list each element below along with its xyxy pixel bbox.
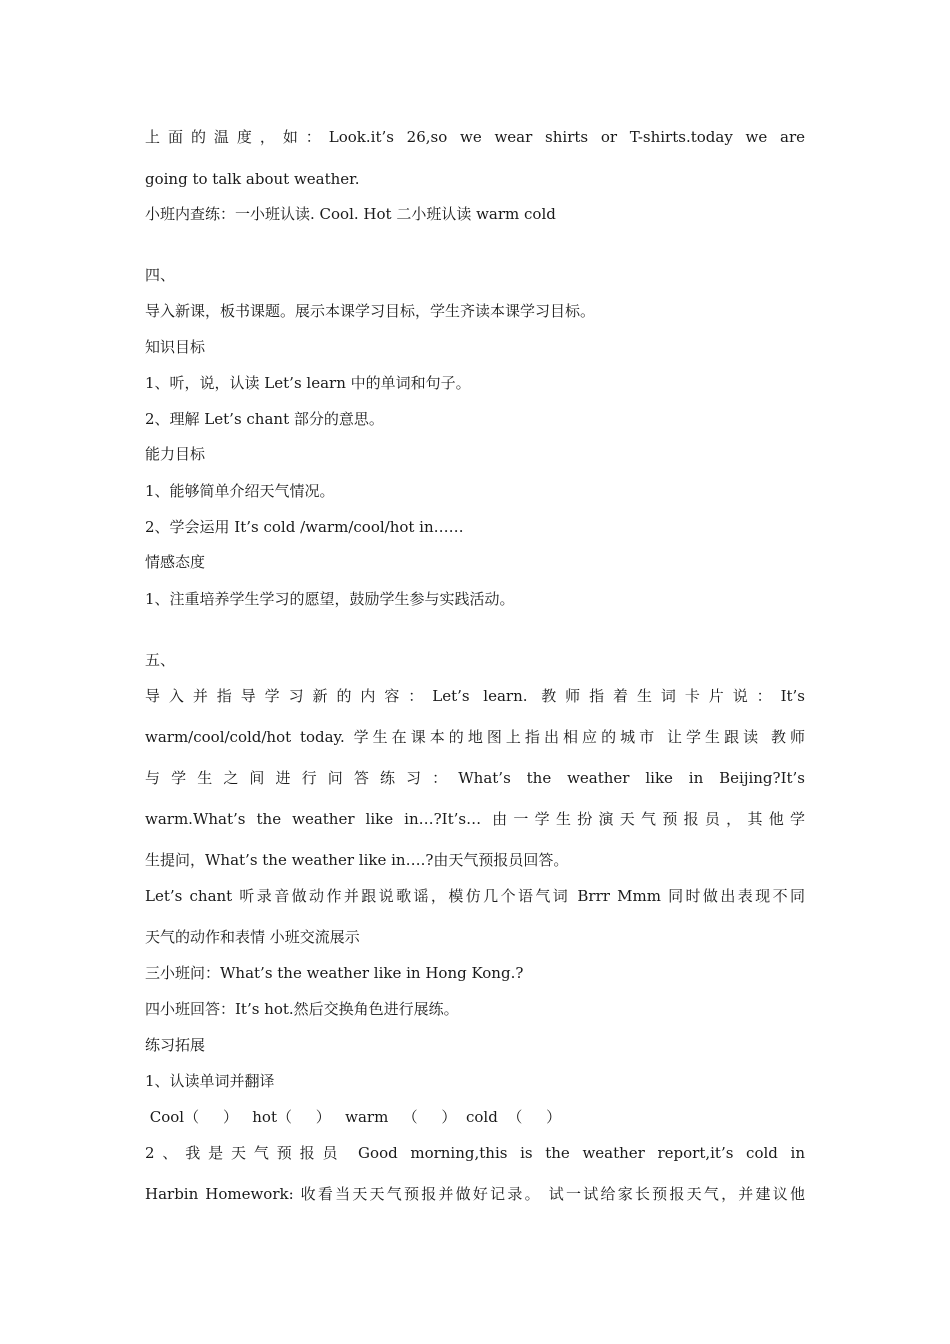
text-line: 1、注重培养学生学习的愿望，鼓励学生参与实践活动。 bbox=[145, 590, 515, 608]
text-line: 1、认读单词并翻译 bbox=[145, 1072, 275, 1090]
text-line: 小班内查练：一小班认读. Cool. Hot 二小班认读 warm cold bbox=[145, 205, 556, 223]
subheading: 情感态度 bbox=[145, 553, 206, 571]
text-line: 四小班回答：It’s hot.然后交换角色进行展练。 bbox=[145, 1000, 459, 1018]
text-line: Let’s chant 听录音做动作并跟说歌谣，模仿几个语气词 Brrr Mmm 同时做出表现不同 bbox=[145, 887, 805, 905]
text-line: 1、能够简单介绍天气情况。 bbox=[145, 482, 335, 500]
text-line: Harbin Homework: 收看当天天气预报并做好记录。 试一试给家长预报天气，并建议他 bbox=[145, 1185, 805, 1203]
exercise-line: Cool（ ） hot（ ） warm （ ） cold （ ） bbox=[145, 1108, 562, 1126]
subheading: 能力目标 bbox=[145, 445, 206, 463]
text-line: 1、听，说，认读 Let’s learn 中的单词和句子。 bbox=[145, 374, 471, 392]
section-number: 四、 bbox=[145, 266, 176, 284]
text-line: 与学生之间进行问答练习：What’s the weather like in Beijing?It’s bbox=[145, 769, 805, 787]
text-line: warm.What’s the weather like in…?It’s… 由一学生扮演天气预报员，其他学 bbox=[145, 810, 805, 828]
text-line: 2、我是天气预报员 Good morning,this is the weather report,it’s cold in bbox=[145, 1144, 805, 1162]
text-line: 2、学会运用 It’s cold /warm/cool/hot in…… bbox=[145, 518, 464, 536]
section-number: 五、 bbox=[145, 651, 176, 669]
text-line: 生提问，What’s the weather like in….?由天气预报员回答。 bbox=[145, 851, 569, 869]
text-line: 天气的动作和表情 小班交流展示 bbox=[145, 928, 360, 946]
text-line: 导入并指导学习新的内容：Let’s learn. 教师指着生词卡片说：It’s bbox=[145, 687, 805, 705]
text-line: 导入新课，板书课题。展示本课学习目标，学生齐读本课学习目标。 bbox=[145, 302, 596, 320]
text-line: going to talk about weather. bbox=[145, 170, 360, 188]
subheading: 知识目标 bbox=[145, 338, 206, 356]
text-line: 上面的温度，如：Look.it’s 26,so we wear shirts or T-shirts.today we are bbox=[145, 128, 805, 146]
text-line: warm/cool/cold/hot today. 学生在课本的地图上指出相应的城市 让学生跟读 教师 bbox=[145, 728, 805, 746]
text-line: 2、理解 Let’s chant 部分的意思。 bbox=[145, 410, 384, 428]
text-line: 三小班问：What’s the weather like in Hong Kong.? bbox=[145, 964, 524, 982]
subheading: 练习拓展 bbox=[145, 1036, 206, 1054]
